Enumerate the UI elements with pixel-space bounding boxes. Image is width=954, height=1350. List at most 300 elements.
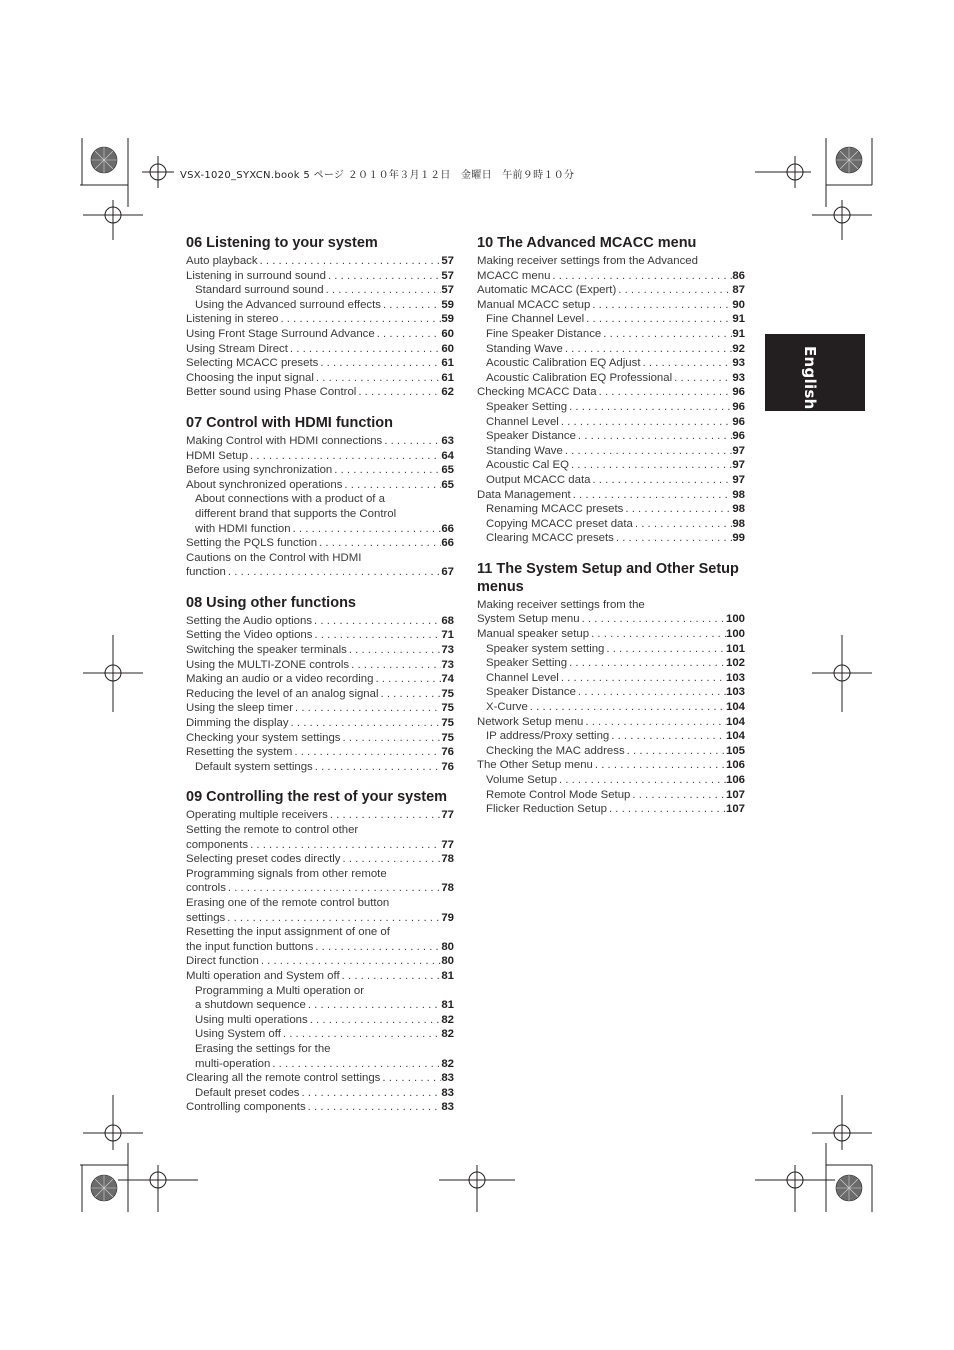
page-number: 66 — [441, 537, 454, 550]
dot-leader — [576, 685, 726, 700]
dot-leader — [356, 385, 441, 400]
dot-leader — [306, 1100, 442, 1115]
entry-label: Renaming MCACC presets — [486, 503, 624, 516]
toc-entry[interactable] — [477, 531, 745, 546]
dot-leader — [314, 371, 441, 386]
toc-entry[interactable] — [477, 458, 745, 473]
toc-entry[interactable] — [186, 852, 454, 867]
entry-label: Cautions on the Control with HDMI — [186, 551, 362, 564]
toc-entry[interactable] — [186, 522, 454, 537]
page-number: 78 — [441, 882, 454, 895]
toc-entry[interactable] — [477, 444, 745, 459]
toc-entry[interactable] — [186, 1013, 454, 1028]
toc-entry[interactable] — [186, 716, 454, 731]
toc-entry[interactable] — [186, 731, 454, 746]
toc-entry[interactable] — [477, 671, 745, 686]
page-number: 90 — [732, 298, 745, 311]
dot-leader — [589, 627, 726, 642]
toc-section — [477, 234, 745, 546]
entry-label: Using the Advanced surround effects — [195, 298, 381, 311]
toc-entry[interactable] — [186, 614, 454, 629]
toc-entry[interactable] — [477, 715, 745, 730]
page-number: 75 — [441, 702, 454, 715]
page-number: 79 — [441, 911, 454, 924]
page-number: 78 — [441, 853, 454, 866]
file-header: VSX-1020_SYXCN.book 5 ページ ２０１０年３月１２日 金曜日 午前９時１０分 — [180, 170, 575, 181]
page-number: 60 — [441, 327, 454, 340]
dot-leader — [559, 671, 726, 686]
dot-leader — [528, 700, 726, 715]
page-number: 82 — [441, 1013, 454, 1026]
page-number: 75 — [441, 731, 454, 744]
toc-entry[interactable] — [477, 517, 745, 532]
entry-label: Checking the MAC address — [486, 744, 625, 757]
section-title: 08 Using other functions — [186, 594, 356, 611]
page-number: 87 — [732, 284, 745, 297]
entry-label: Speaker system setting — [486, 642, 605, 655]
dot-leader — [590, 298, 732, 313]
entry-label: Dimming the display — [186, 717, 289, 730]
section-title: 06 Listening to your system — [186, 235, 378, 251]
page-number: 61 — [441, 357, 454, 370]
entry-label: Standing Wave — [486, 444, 563, 457]
entry-label: IP address/Proxy setting — [486, 730, 610, 743]
toc-entry[interactable] — [477, 502, 745, 517]
toc-entry[interactable] — [186, 434, 454, 449]
dot-leader — [313, 940, 441, 955]
page-number: 57 — [441, 255, 454, 267]
toc-entry[interactable] — [186, 1027, 454, 1042]
entry-label: Manual speaker setup — [477, 628, 590, 641]
page-number: 66 — [441, 522, 454, 535]
toc-entry[interactable] — [186, 925, 454, 940]
toc-entry[interactable] — [477, 685, 745, 700]
toc-entry[interactable] — [186, 312, 454, 327]
page-number: 81 — [441, 999, 454, 1012]
entry-label: Output MCACC data — [486, 473, 591, 486]
section-title: 11 The System Setup and Other Setup menus — [477, 560, 739, 595]
entry-label: Using the sleep timer — [186, 702, 293, 715]
dot-leader — [226, 881, 441, 896]
toc-entry[interactable] — [477, 429, 745, 444]
toc-entry[interactable] — [477, 642, 745, 657]
entry-label: settings — [186, 911, 226, 924]
toc-entry[interactable] — [186, 881, 454, 896]
toc-entry[interactable] — [186, 643, 454, 658]
toc-entry[interactable] — [186, 327, 454, 342]
page-number: 104 — [725, 730, 745, 743]
toc-entry[interactable] — [477, 356, 745, 371]
dot-leader — [625, 744, 726, 759]
dot-leader — [672, 371, 732, 386]
entry-label: System Setup menu — [477, 613, 580, 626]
entry-label: Making receiver settings from the Advanced — [477, 255, 698, 267]
page-number: 74 — [441, 673, 454, 686]
dot-leader — [313, 760, 442, 775]
toc-entry[interactable] — [477, 415, 745, 430]
entry-label: Channel Level — [486, 671, 559, 684]
toc-entry[interactable] — [477, 627, 745, 642]
page-number: 103 — [725, 671, 745, 684]
toc-entry[interactable] — [477, 488, 745, 503]
toc-entry[interactable] — [186, 283, 454, 298]
page-number: 98 — [732, 503, 745, 516]
dot-leader — [328, 808, 442, 823]
entry-label: Erasing one of the remote control button — [186, 896, 390, 909]
dot-leader — [633, 517, 732, 532]
dot-leader — [226, 565, 441, 580]
page-number: 107 — [725, 803, 745, 816]
entry-label: Operating multiple receivers — [186, 809, 328, 822]
toc-entry[interactable] — [477, 400, 745, 415]
toc-entry[interactable] — [186, 463, 454, 478]
toc-entry[interactable] — [186, 940, 454, 955]
toc-entry[interactable] — [186, 672, 454, 687]
toc-entry[interactable] — [186, 536, 454, 551]
page-number: 68 — [441, 614, 454, 627]
entry-label: Standard surround sound — [195, 284, 324, 297]
toc-entry[interactable] — [477, 385, 745, 400]
entry-label: a shutdown sequence — [195, 999, 306, 1012]
entry-label: components — [186, 838, 249, 851]
entry-label: Default system settings — [195, 760, 313, 773]
toc-entry[interactable] — [477, 342, 745, 357]
entry-label: Clearing all the remote control settings — [186, 1072, 381, 1085]
entry-label: Setting the PQLS function — [186, 537, 318, 550]
dot-leader — [557, 773, 726, 788]
toc-entry[interactable] — [186, 998, 454, 1013]
toc-entry[interactable] — [477, 327, 745, 342]
dot-leader — [326, 269, 441, 284]
toc-entry[interactable] — [186, 911, 454, 926]
entry-label: Clearing MCACC presets — [486, 532, 614, 545]
page-number: 97 — [732, 459, 745, 472]
entry-label: Making receiver settings from the — [477, 598, 645, 611]
toc-entry[interactable] — [477, 283, 745, 298]
page-number: 106 — [725, 759, 745, 772]
toc-entry[interactable] — [186, 254, 454, 269]
page-number: 93 — [732, 371, 745, 384]
page-number: 60 — [441, 342, 454, 355]
entry-label: About connections with a product of a — [195, 493, 385, 506]
dot-leader — [293, 701, 441, 716]
entry-label: Network Setup menu — [477, 715, 584, 728]
toc-entry[interactable] — [477, 700, 745, 715]
entry-label: Using multi operations — [195, 1013, 308, 1026]
toc-entry[interactable] — [477, 312, 745, 327]
entry-label: multi-operation — [195, 1057, 271, 1070]
dot-leader — [379, 687, 442, 702]
page-number: 77 — [441, 838, 454, 851]
toc-entry[interactable] — [477, 729, 745, 744]
entry-label: Auto playback — [186, 255, 258, 267]
dot-leader — [567, 656, 726, 671]
page-number: 83 — [441, 1072, 454, 1085]
section-title: 10 The Advanced MCACC menu — [477, 235, 697, 251]
toc-entry[interactable] — [186, 687, 454, 702]
entry-label: Speaker Distance — [486, 686, 576, 699]
page-number: 65 — [441, 478, 454, 491]
page-number: 82 — [441, 1057, 454, 1070]
toc-entry[interactable] — [186, 1086, 454, 1101]
toc-entry[interactable] — [186, 269, 454, 284]
entry-label: with HDMI function — [195, 522, 291, 535]
entry-label: Standing Wave — [486, 342, 563, 355]
toc-entry[interactable] — [477, 758, 745, 773]
toc-entry[interactable] — [477, 773, 745, 788]
entry-label: Default preset codes — [195, 1086, 300, 1099]
language-tab — [765, 334, 865, 411]
dot-leader — [312, 614, 441, 629]
dot-leader — [640, 356, 732, 371]
page-number: 75 — [441, 687, 454, 700]
toc-entry[interactable] — [186, 954, 454, 969]
entry-label: Checking MCACC Data — [477, 386, 597, 399]
dot-leader — [248, 449, 441, 464]
entry-label: Automatic MCACC (Expert) — [477, 284, 617, 297]
page-number: 61 — [441, 371, 454, 384]
toc-entry[interactable] — [477, 802, 745, 817]
page-number: 81 — [441, 969, 454, 982]
entry-label: Channel Level — [486, 415, 559, 428]
dot-leader — [259, 954, 442, 969]
section-title: 07 Control with HDMI function — [186, 414, 394, 431]
toc-column-right — [477, 234, 745, 831]
toc-entry[interactable] — [186, 385, 454, 400]
entry-label: About synchronized operations — [186, 478, 343, 491]
toc-entry[interactable] — [477, 298, 745, 313]
page-number: 80 — [441, 955, 454, 968]
entry-label: Flicker Reduction Setup — [486, 803, 607, 816]
entry-label: Direct function — [186, 955, 259, 968]
page-number: 104 — [725, 701, 745, 714]
entry-label: Volume Setup — [486, 774, 557, 786]
page-number: 92 — [732, 342, 745, 355]
dot-leader — [349, 658, 441, 673]
toc-entry[interactable] — [186, 867, 454, 882]
toc-entry[interactable] — [186, 1057, 454, 1072]
toc-column-left — [186, 234, 454, 1129]
entry-label: Programming a Multi operation or — [195, 984, 365, 997]
page-number: 73 — [441, 658, 454, 671]
page-number: 91 — [732, 313, 745, 326]
toc-entry[interactable] — [477, 612, 745, 627]
dot-leader — [609, 729, 726, 744]
dot-leader — [614, 531, 732, 546]
page-number: 59 — [441, 313, 454, 326]
toc-section — [186, 594, 454, 775]
dot-leader — [225, 911, 441, 926]
page-number: 76 — [441, 760, 454, 773]
entry-label: Making Control with HDMI connections — [186, 434, 383, 447]
entry-label: Speaker Setting — [486, 400, 568, 413]
toc-entry[interactable] — [186, 701, 454, 716]
toc-entry[interactable] — [477, 473, 745, 488]
toc-entry[interactable] — [186, 342, 454, 357]
page-number: 82 — [441, 1028, 454, 1041]
dot-leader — [248, 838, 441, 853]
page-number: 96 — [732, 386, 745, 399]
page-number: 103 — [725, 686, 745, 699]
entry-label: function — [186, 566, 226, 579]
toc-section — [186, 234, 454, 400]
dot-leader — [306, 998, 442, 1013]
entry-label: Using the MULTI-ZONE controls — [186, 658, 350, 671]
page-number: 86 — [732, 269, 745, 282]
entry-label: Listening in stereo — [186, 313, 279, 326]
page-number: 96 — [732, 400, 745, 413]
toc-section — [186, 414, 454, 580]
entry-label: Listening in surround sound — [186, 269, 326, 282]
page-number: 97 — [732, 444, 745, 457]
toc-entry[interactable] — [477, 371, 745, 386]
dot-leader — [590, 473, 732, 488]
entry-label: Data Management — [477, 488, 571, 501]
page-number: 100 — [725, 628, 745, 641]
dot-leader — [332, 463, 441, 478]
dot-leader — [571, 488, 733, 503]
toc-entry[interactable] — [186, 1042, 454, 1057]
page-number: 104 — [725, 715, 745, 728]
dot-leader — [576, 429, 732, 444]
page-number: 101 — [725, 642, 745, 655]
entry-label: Selecting MCACC presets — [186, 357, 319, 370]
page-number: 67 — [441, 566, 454, 579]
page-number: 99 — [732, 532, 745, 545]
entry-label: Copying MCACC preset data — [486, 517, 633, 530]
entry-label: Acoustic Calibration EQ Professional — [486, 371, 673, 384]
entry-label: Resetting the system — [186, 746, 293, 759]
toc-entry[interactable] — [186, 298, 454, 313]
toc-entry[interactable] — [186, 760, 454, 775]
dot-leader — [341, 852, 442, 867]
toc-entry[interactable] — [186, 984, 454, 999]
page-number: 91 — [732, 327, 745, 340]
entry-label: Acoustic Cal EQ — [486, 459, 569, 472]
entry-label: Erasing the settings for the — [195, 1042, 331, 1055]
dot-leader — [597, 385, 733, 400]
toc-entry[interactable] — [186, 551, 454, 566]
dot-leader — [604, 642, 726, 657]
entry-label: Resetting the input assignment of one of — [186, 926, 390, 939]
toc-entry[interactable] — [186, 969, 454, 984]
dot-leader — [567, 400, 732, 415]
toc-entry[interactable] — [477, 269, 745, 284]
entry-label: Selecting preset codes directly — [186, 853, 341, 866]
dot-leader — [593, 758, 726, 773]
dot-leader — [288, 342, 441, 357]
toc-entry[interactable] — [186, 449, 454, 464]
dot-leader — [569, 458, 732, 473]
toc-entry[interactable] — [477, 744, 745, 759]
entry-label: Choosing the input signal — [186, 371, 314, 384]
toc-entry[interactable] — [186, 478, 454, 493]
toc-entry[interactable] — [186, 896, 454, 911]
dot-leader — [623, 502, 732, 517]
toc-entry[interactable] — [186, 356, 454, 371]
dot-leader — [318, 356, 441, 371]
dot-leader — [340, 969, 442, 984]
entry-label: Remote Control Mode Setup — [486, 788, 631, 801]
entry-label: the input function buttons — [186, 940, 314, 953]
entry-label: Fine Speaker Distance — [486, 327, 602, 340]
toc-entry[interactable] — [186, 745, 454, 760]
dot-leader — [583, 715, 726, 730]
entry-label: X-Curve — [486, 701, 528, 714]
toc-entry[interactable] — [186, 823, 454, 838]
page-number: 97 — [732, 473, 745, 486]
dot-leader — [382, 434, 441, 449]
toc-entry[interactable] — [477, 656, 745, 671]
toc-entry[interactable] — [186, 658, 454, 673]
page-number: 102 — [725, 657, 745, 670]
entry-label: Multi operation and System off — [186, 969, 340, 982]
dot-leader — [317, 536, 441, 551]
page-number: 83 — [441, 1086, 454, 1099]
toc-entry[interactable] — [477, 598, 745, 613]
page-number: 83 — [441, 1101, 454, 1114]
toc-entry[interactable] — [186, 808, 454, 823]
entry-label: Setting the Audio options — [186, 614, 313, 627]
entry-label: Using Front Stage Surround Advance — [186, 327, 375, 340]
entry-label: Making an audio or a video recording — [186, 673, 374, 686]
dot-leader — [281, 1027, 441, 1042]
page-number: 59 — [441, 298, 454, 311]
toc-entry[interactable] — [186, 1100, 454, 1115]
entry-label: Speaker Setting — [486, 657, 568, 670]
dot-leader — [270, 1057, 441, 1072]
page-number: 96 — [732, 415, 745, 428]
page-number: 62 — [441, 386, 454, 399]
toc-entry[interactable] — [186, 565, 454, 580]
dot-leader — [342, 478, 441, 493]
toc-entry[interactable] — [477, 254, 745, 269]
toc-entry[interactable] — [186, 838, 454, 853]
entry-label: Setting the Video options — [186, 629, 313, 642]
page-number: 57 — [441, 269, 454, 282]
page-number: 96 — [732, 430, 745, 443]
toc-entry[interactable] — [186, 371, 454, 386]
dot-leader — [563, 444, 733, 459]
dot-leader — [380, 1071, 441, 1086]
dot-leader — [292, 745, 441, 760]
entry-label: Programming signals from other remote — [186, 867, 387, 880]
toc-entry[interactable] — [186, 492, 454, 507]
toc-entry[interactable] — [186, 507, 454, 522]
entry-label: controls — [186, 882, 226, 895]
page-number: 76 — [441, 746, 454, 759]
toc-entry[interactable] — [477, 788, 745, 803]
dot-leader — [373, 672, 441, 687]
entry-label: The Other Setup menu — [477, 759, 593, 772]
entry-label: Switching the speaker terminals — [186, 644, 347, 657]
page-number: 98 — [732, 488, 745, 501]
page-number: 71 — [441, 629, 454, 642]
dot-leader — [580, 612, 726, 627]
dot-leader — [563, 342, 733, 357]
entry-label: MCACC menu — [477, 269, 551, 282]
language-tab-label: English — [801, 346, 819, 410]
dot-leader — [559, 415, 733, 430]
toc-entry[interactable] — [186, 628, 454, 643]
toc-entry[interactable] — [186, 1071, 454, 1086]
toc-section — [477, 560, 745, 817]
dot-leader — [291, 522, 442, 537]
section-title: 09 Controlling the rest of your system — [186, 789, 448, 806]
page-number: 106 — [725, 774, 745, 786]
entry-label: Using Stream Direct — [186, 342, 288, 355]
entry-label: Manual MCACC setup — [477, 298, 591, 311]
